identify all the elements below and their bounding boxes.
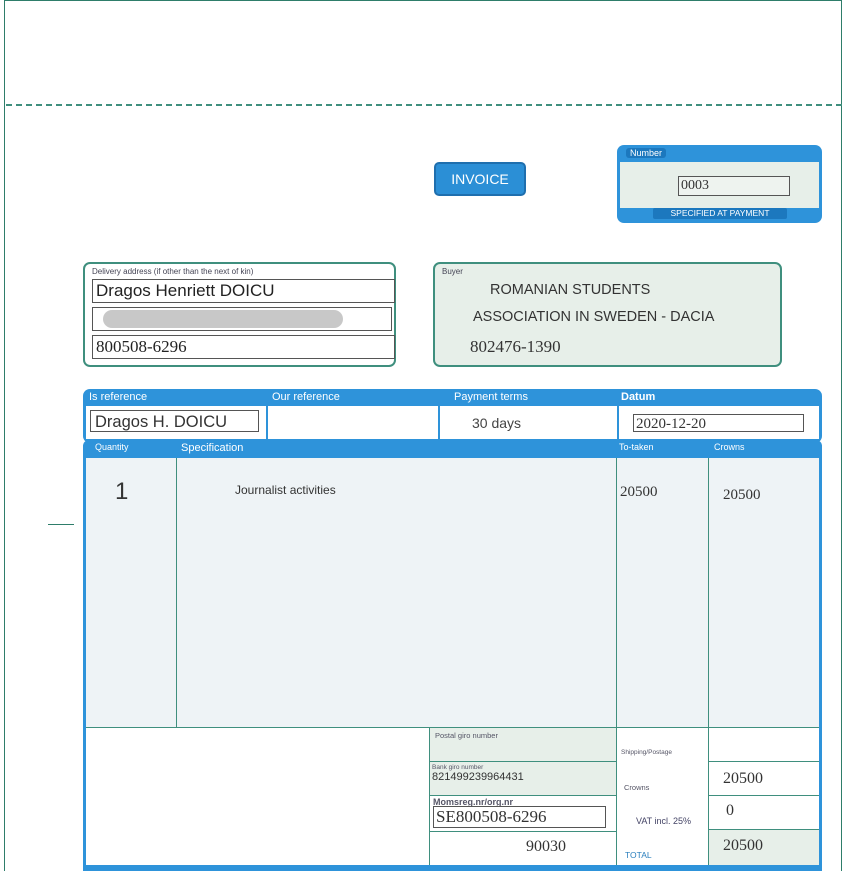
column-divider: [708, 458, 709, 728]
payment-terms-value: 30 days: [472, 415, 522, 431]
buyer-line-2: ASSOCIATION IN SWEDEN - DACIA: [473, 309, 715, 325]
payment-terms-cell: [440, 406, 617, 439]
delivery-address-field[interactable]: [92, 307, 392, 331]
shipping-label: Shipping/Postage: [621, 749, 672, 756]
number-footer: SPECIFIED AT PAYMENT: [653, 208, 787, 219]
item-price: 20500: [620, 484, 658, 500]
buyer-line-1: ROMANIAN STUDENTS: [490, 282, 651, 298]
is-reference-cell: [86, 406, 266, 439]
row-line: [709, 795, 819, 796]
invoice-number-box: [617, 145, 822, 223]
delivery-name-field[interactable]: Dragos Henriett DOICU: [92, 279, 395, 303]
row-line: [709, 761, 819, 762]
momsreg-field[interactable]: SE800508-6296: [433, 806, 606, 828]
column-divider: [176, 458, 177, 728]
buyer-org-number: 802476-1390: [470, 337, 561, 356]
bank-giro-label: Bank giro number: [432, 764, 484, 771]
vat-label: VAT incl. 25%: [636, 816, 692, 826]
date-label: Datum: [621, 391, 656, 403]
tear-off-line: [6, 104, 842, 106]
date-field[interactable]: 2020-12-20: [633, 414, 804, 432]
is-reference-field[interactable]: Dragos H. DOICU: [90, 410, 259, 432]
invoice-title-badge: INVOICE: [434, 162, 526, 196]
total-value: 20500: [723, 837, 763, 854]
quantity-header: Quantity: [95, 442, 129, 452]
item-quantity: 1: [115, 478, 129, 505]
our-reference-label: Our reference: [272, 391, 340, 403]
our-reference-cell[interactable]: [268, 406, 438, 439]
specification-header: Specification: [181, 442, 244, 454]
number-panel: [620, 162, 819, 208]
postal-giro-label: Postal giro number: [435, 731, 498, 740]
footer-divider: [616, 728, 617, 865]
row-line: [430, 795, 616, 796]
payment-terms-label: Payment terms: [454, 391, 528, 403]
buyer-label: Buyer: [442, 267, 463, 276]
vat-value: 0: [726, 802, 734, 819]
crowns-footer-value: 20500: [723, 770, 763, 787]
column-divider: [616, 458, 617, 728]
total-label: TOTAL: [625, 850, 652, 860]
extra-number: 90030: [526, 838, 566, 855]
item-specification: Journalist activities: [235, 483, 336, 497]
price-header: To-taken: [619, 442, 654, 452]
redacted-block: [103, 310, 343, 328]
crowns-header: Crowns: [714, 442, 745, 452]
item-crowns: 20500: [723, 487, 761, 503]
row-line: [430, 831, 616, 832]
momsreg-label: Momsreg.nr/org.nr: [433, 797, 514, 807]
items-table: [83, 440, 822, 871]
number-label: Number: [626, 148, 666, 158]
bank-giro-value: 821499239964431: [432, 771, 524, 783]
payment-footer: [86, 727, 819, 865]
buyer-box: [433, 262, 782, 367]
date-cell: [619, 406, 819, 439]
delivery-address-box: [83, 262, 396, 367]
crowns-footer-label: Crowns: [624, 783, 650, 792]
items-body: [86, 458, 819, 728]
delivery-label: Delivery address (if other than the next of kin): [92, 267, 254, 276]
reference-bar: [83, 389, 822, 443]
is-reference-label: Is reference: [89, 391, 148, 403]
delivery-id-field[interactable]: 800508-6296: [92, 335, 395, 359]
fold-mark: [48, 524, 74, 525]
invoice-number-field[interactable]: 0003: [678, 176, 790, 196]
